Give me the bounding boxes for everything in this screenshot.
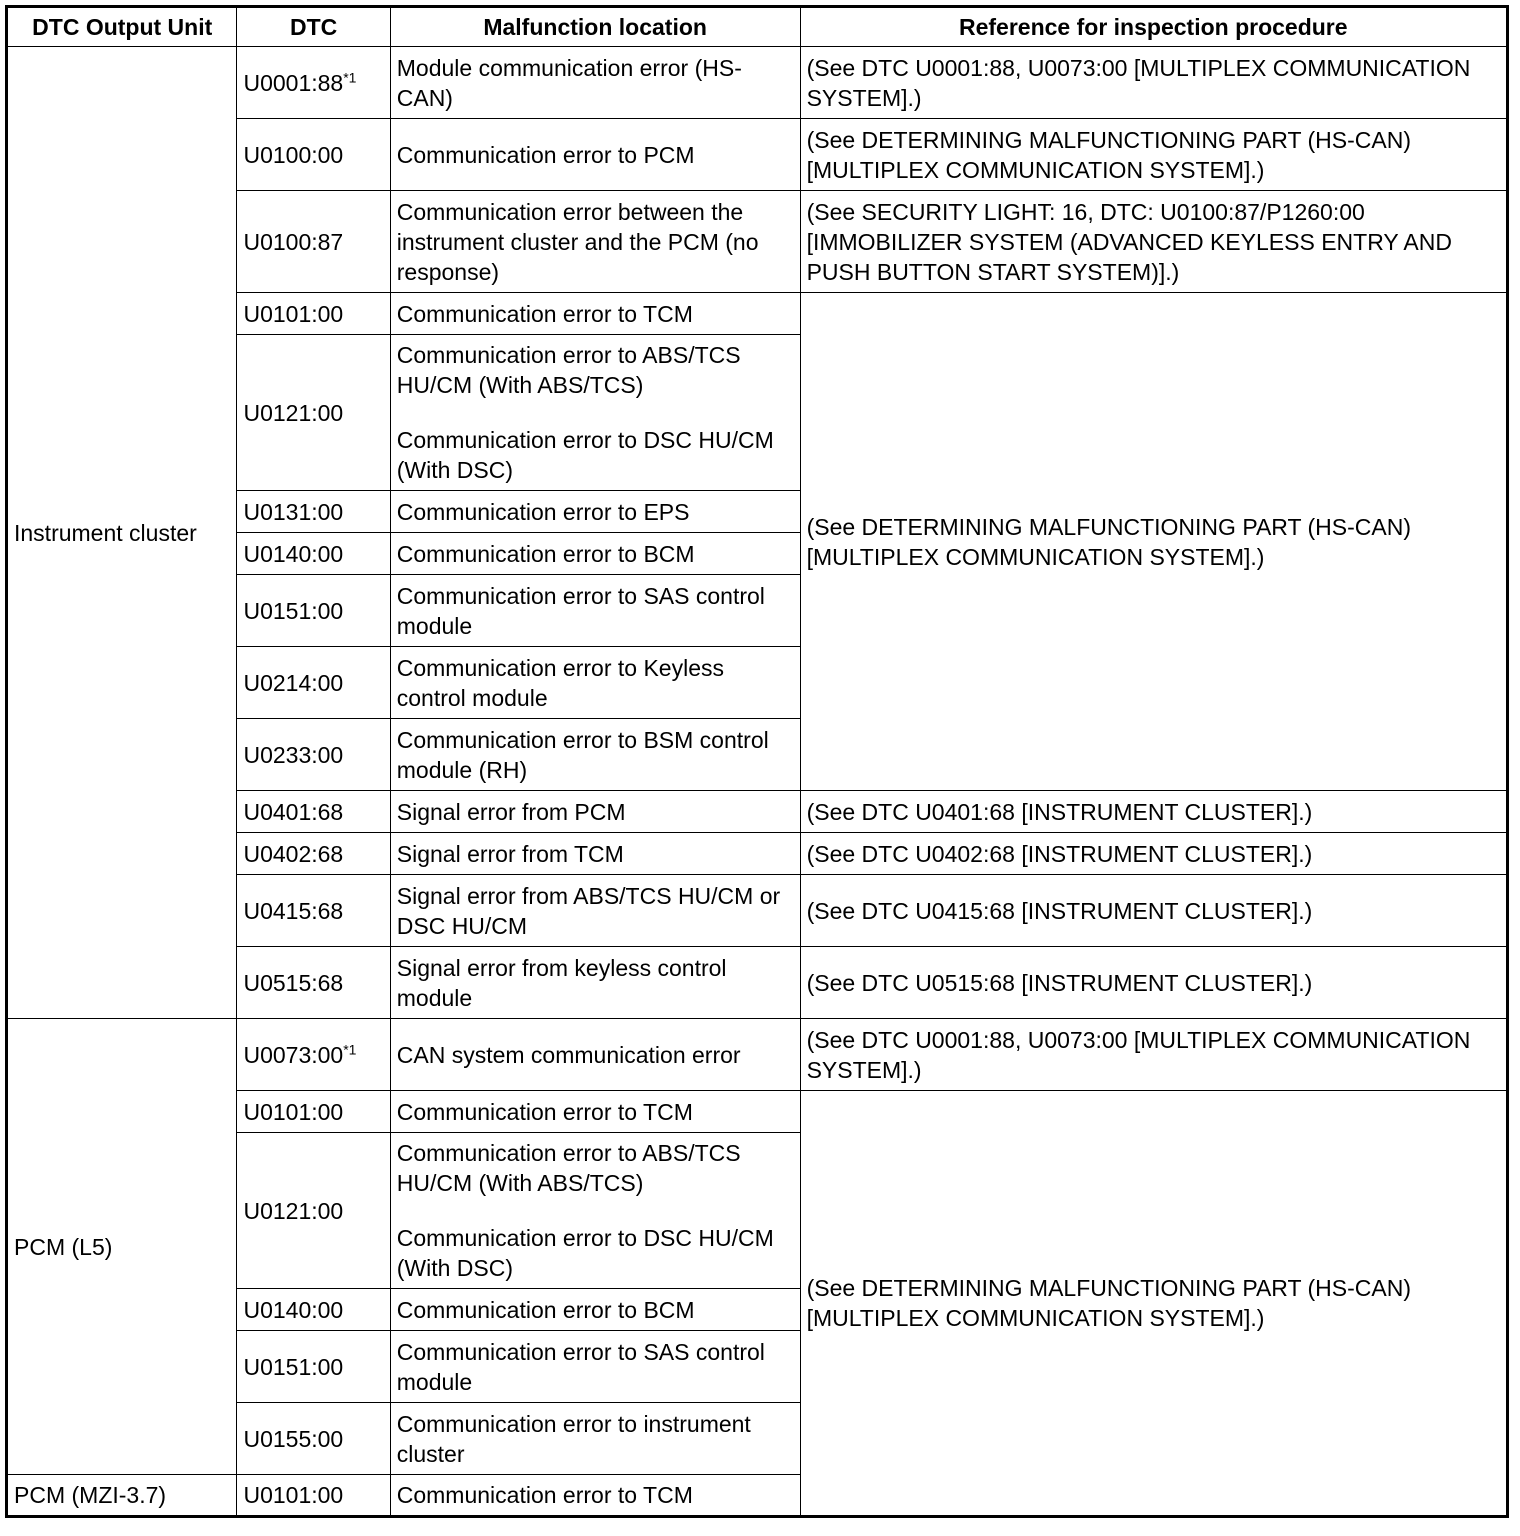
dtc-code-text: U0073:00 [243, 1041, 344, 1068]
unit-pcm-l5: PCM (L5) [7, 1019, 237, 1475]
dtc-code-text: U0001:88 [243, 69, 344, 96]
dtc-code [237, 1019, 390, 1091]
dtc-code: U0214:00 [237, 647, 390, 719]
reference-link[interactable]: (See DTC U0401:68 [INSTRUMENT CLUSTER].) [800, 791, 1507, 833]
dtc-code: U0415:68 [237, 875, 390, 947]
malfunction-location: Communication error to SAS control module [390, 1331, 800, 1403]
malfunction-location: Signal error from ABS/TCS HU/CM or DSC HU/CM [390, 875, 800, 947]
header-reference: Reference for inspection procedure [800, 7, 1507, 47]
dtc-code: U0101:00 [237, 1091, 390, 1133]
dtc-code: U0233:00 [237, 719, 390, 791]
header-dtc: DTC [237, 7, 390, 47]
unit-instrument-cluster: Instrument cluster [7, 47, 237, 1019]
malfunction-location: Communication error to TCM [390, 1475, 800, 1517]
table-row [7, 47, 1508, 119]
malfunction-location-line: Communication error to ABS/TCS HU/CM (With ABS/TCS) [396, 342, 741, 398]
malfunction-location-line: Communication error to ABS/TCS HU/CM (With ABS/TCS) [396, 1140, 741, 1196]
malfunction-location: Signal error from TCM [390, 833, 800, 875]
dtc-code: U0151:00 [237, 575, 390, 647]
malfunction-location-line: Communication error to DSC HU/CM (With DSC) [396, 1225, 774, 1281]
malfunction-location: Communication error to EPS [390, 491, 800, 533]
malfunction-location: Communication error to BCM [390, 1289, 800, 1331]
dtc-table [5, 5, 1509, 1518]
reference-link[interactable]: (See DTC U0001:88, U0073:00 [MULTIPLEX COMMUNICATION SYSTEM].) [800, 1019, 1507, 1091]
dtc-code: U0151:00 [237, 1331, 390, 1403]
dtc-code: U0101:00 [237, 1475, 390, 1517]
header-row [7, 7, 1508, 47]
header-malfunction-location: Malfunction location [390, 7, 800, 47]
dtc-code: U0121:00 [237, 1133, 390, 1289]
malfunction-location: Module communication error (HS-CAN) [390, 47, 800, 119]
malfunction-location: Communication error to BCM [390, 533, 800, 575]
reference-link[interactable]: (See SECURITY LIGHT: 16, DTC: U0100:87/P1260:00 [IMMOBILIZER SYSTEM (ADVANCED KEYLESS ENTRY AND PUSH BUTTON START SYSTEM)].) [800, 191, 1507, 293]
malfunction-location: Signal error from keyless control module [390, 947, 800, 1019]
table-row [7, 1019, 1508, 1091]
dtc-code: U0402:68 [237, 833, 390, 875]
dtc-code: U0140:00 [237, 533, 390, 575]
reference-link[interactable]: (See DTC U0402:68 [INSTRUMENT CLUSTER].) [800, 833, 1507, 875]
malfunction-location: Communication error to TCM [390, 293, 800, 335]
dtc-code: U0100:00 [237, 119, 390, 191]
malfunction-location: Communication error to BSM control module (RH) [390, 719, 800, 791]
malfunction-location: Communication error to Keyless control module [390, 647, 800, 719]
unit-pcm-mzi: PCM (MZI-3.7) [7, 1475, 237, 1517]
malfunction-location: Communication error to instrument cluster [390, 1403, 800, 1475]
reference-link[interactable]: (See DTC U0001:88, U0073:00 [MULTIPLEX COMMUNICATION SYSTEM].) [800, 47, 1507, 119]
dtc-code: U0121:00 [237, 335, 390, 491]
malfunction-location [390, 1133, 800, 1289]
dtc-code: U0515:68 [237, 947, 390, 1019]
dtc-code: U0155:00 [237, 1403, 390, 1475]
reference-link[interactable]: (See DETERMINING MALFUNCTIONING PART (HS-CAN) [MULTIPLEX COMMUNICATION SYSTEM].) [800, 293, 1507, 791]
dtc-code: U0401:68 [237, 791, 390, 833]
dtc-code: U0140:00 [237, 1289, 390, 1331]
dtc-code: U0131:00 [237, 491, 390, 533]
header-dtc-output-unit: DTC Output Unit [7, 7, 237, 47]
malfunction-location: Communication error to PCM [390, 119, 800, 191]
dtc-code: U0100:87 [237, 191, 390, 293]
malfunction-location: Communication error between the instrument cluster and the PCM (no response) [390, 191, 800, 293]
reference-link[interactable]: (See DTC U0515:68 [INSTRUMENT CLUSTER].) [800, 947, 1507, 1019]
malfunction-location-line: Communication error to DSC HU/CM (With DSC) [396, 427, 774, 483]
dtc-code [237, 47, 390, 119]
reference-link[interactable]: (See DETERMINING MALFUNCTIONING PART (HS-CAN) [MULTIPLEX COMMUNICATION SYSTEM].) [800, 1091, 1507, 1517]
footnote-mark: *1 [343, 68, 357, 85]
dtc-code: U0101:00 [237, 293, 390, 335]
malfunction-location: CAN system communication error [390, 1019, 800, 1091]
reference-link[interactable]: (See DTC U0415:68 [INSTRUMENT CLUSTER].) [800, 875, 1507, 947]
reference-link[interactable]: (See DETERMINING MALFUNCTIONING PART (HS-CAN) [MULTIPLEX COMMUNICATION SYSTEM].) [800, 119, 1507, 191]
malfunction-location: Signal error from PCM [390, 791, 800, 833]
footnote-mark: *1 [343, 1040, 357, 1057]
malfunction-location: Communication error to TCM [390, 1091, 800, 1133]
malfunction-location [390, 335, 800, 491]
malfunction-location: Communication error to SAS control module [390, 575, 800, 647]
